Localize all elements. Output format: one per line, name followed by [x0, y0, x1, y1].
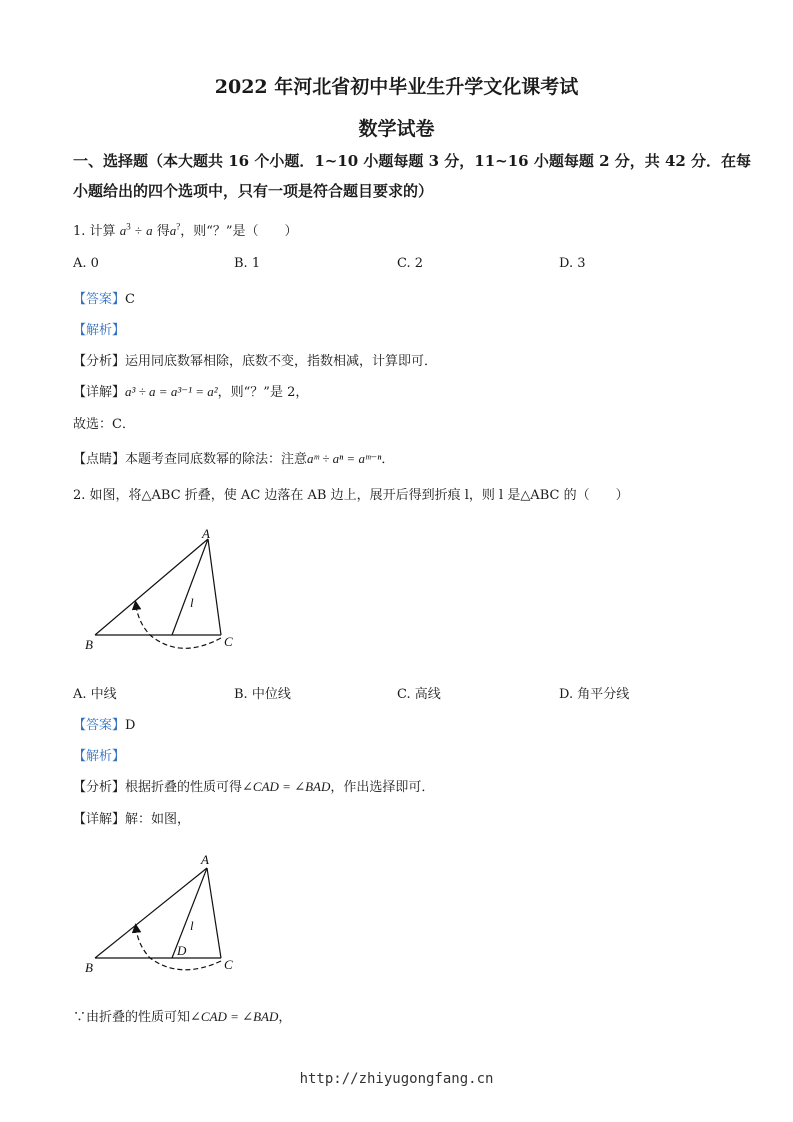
- q1-fenxi-label: 【分析】: [73, 354, 126, 369]
- q2-because: [73, 1006, 291, 1025]
- q1-note-label: 【点睛】: [73, 452, 126, 467]
- q2-fenxi-prefix: 根据折叠的性质可得: [125, 780, 243, 795]
- q1-detail-label: 【详解】: [73, 385, 126, 400]
- q2-fenxi-expr: ∠CAD = ∠BAD: [242, 779, 331, 794]
- q2-because-expr: ∠CAD = ∠BAD: [190, 1009, 279, 1024]
- q2-figure-1: [80, 525, 260, 655]
- q2-fenxi-label: 【分析】: [73, 780, 126, 795]
- section-heading-line1: 一、选择题（本大题共 16 个小题．1~10 小题每题 3 分，11~16 小题每题 2 分，共 42 分．在每: [73, 152, 752, 170]
- q1-conclusion: 故选：C．: [73, 417, 135, 432]
- q2-answer-value: D: [125, 718, 136, 733]
- fold-line-l: [172, 539, 208, 635]
- q1-stem-suffix: ，则“？”是（ ）: [180, 224, 298, 239]
- q1-analysis-label: 【解析】: [73, 323, 126, 338]
- q1-expr-a3-exp: ?: [176, 221, 181, 232]
- q1-fenxi-text: 运用同底数幂相除，底数不变，指数相减，计算即可．: [125, 354, 438, 369]
- q2-option-b: B. 中位线: [234, 687, 291, 702]
- q1-detail: [73, 381, 308, 400]
- q1-option-c: C. 2: [397, 256, 424, 271]
- side-ac: [208, 539, 221, 635]
- label-b: B: [85, 637, 93, 652]
- q2-option-a: A. 中线: [73, 687, 117, 702]
- q1-stem: [73, 220, 298, 239]
- q2-because-prefix: ∵由折叠的性质可知: [73, 1010, 191, 1025]
- q1-answer: [73, 288, 135, 307]
- side-ab: [95, 539, 208, 635]
- q1-note: [73, 448, 394, 467]
- q1-fenxi: [73, 350, 437, 369]
- label-a: A: [202, 526, 210, 541]
- q2-answer-label: 【答案】: [73, 718, 126, 733]
- q1-expr-a3: a: [169, 223, 177, 238]
- q2-answer: [73, 714, 135, 733]
- q1-expr-a-exp: 3: [126, 221, 131, 232]
- q2-analysis-label: 【解析】: [73, 749, 126, 764]
- q2-detail: [73, 808, 190, 827]
- q2-detail-label: 【详解】: [73, 812, 126, 827]
- section-heading-line2: 小题给出的四个选项中，只有一项是符合题目要求的）: [73, 182, 434, 200]
- q2-because-suffix: ，: [278, 1010, 292, 1025]
- label-l: l: [190, 595, 194, 610]
- label-l: l: [190, 918, 194, 933]
- q1-answer-value: C: [125, 292, 135, 307]
- q2-fenxi-suffix: ，作出选择即可．: [330, 780, 435, 795]
- q2-figure-2: [80, 848, 260, 978]
- q1-expr-a2: a: [146, 223, 153, 238]
- q2-option-d: D. 角平分线: [559, 687, 630, 702]
- q2-option-c: C. 高线: [397, 687, 441, 702]
- page-subtitle: 数学试卷: [358, 118, 435, 140]
- q1-note-expr: aᵐ ÷ aⁿ = aᵐ⁻ⁿ: [307, 451, 382, 466]
- q1-stem-mid: 得: [156, 224, 170, 239]
- q1-option-a: A. 0: [73, 256, 99, 271]
- q1-expr-div: ÷: [134, 223, 142, 238]
- q1-option-d: D. 3: [559, 256, 586, 271]
- q1-detail-suffix: ，则“？”是 2，: [217, 385, 309, 400]
- q1-note-prefix: 本题考查同底数幂的除法：注意: [125, 452, 308, 467]
- label-c: C: [224, 957, 233, 972]
- side-ab: [95, 868, 207, 958]
- q1-option-b: B. 1: [234, 256, 261, 271]
- label-c: C: [224, 634, 233, 649]
- label-b: B: [85, 960, 93, 975]
- q1-answer-label: 【答案】: [73, 292, 126, 307]
- q2-stem: 2. 如图，将△ABC 折叠，使 AC 边落在 AB 边上，展开后得到折痕 l，则 l 是△ABC 的（ ）: [73, 488, 629, 503]
- q1-expr-a: a: [119, 223, 127, 238]
- footer-url: http://zhiyugongfang.cn: [299, 1071, 494, 1087]
- side-ac: [207, 868, 221, 958]
- fold-arc: [136, 605, 221, 648]
- q1-note-suffix: ．: [381, 452, 395, 467]
- page-title: 2022 年河北省初中毕业生升学文化课考试: [214, 76, 579, 98]
- q2-fenxi: [73, 776, 434, 795]
- q1-stem-prefix: 1. 计算: [73, 224, 116, 239]
- q2-detail-text: 解：如图，: [125, 812, 191, 827]
- label-a: A: [201, 852, 209, 867]
- label-d: D: [177, 943, 187, 958]
- q1-detail-expr: a³ ÷ a = a³⁻¹ = a²: [125, 384, 218, 399]
